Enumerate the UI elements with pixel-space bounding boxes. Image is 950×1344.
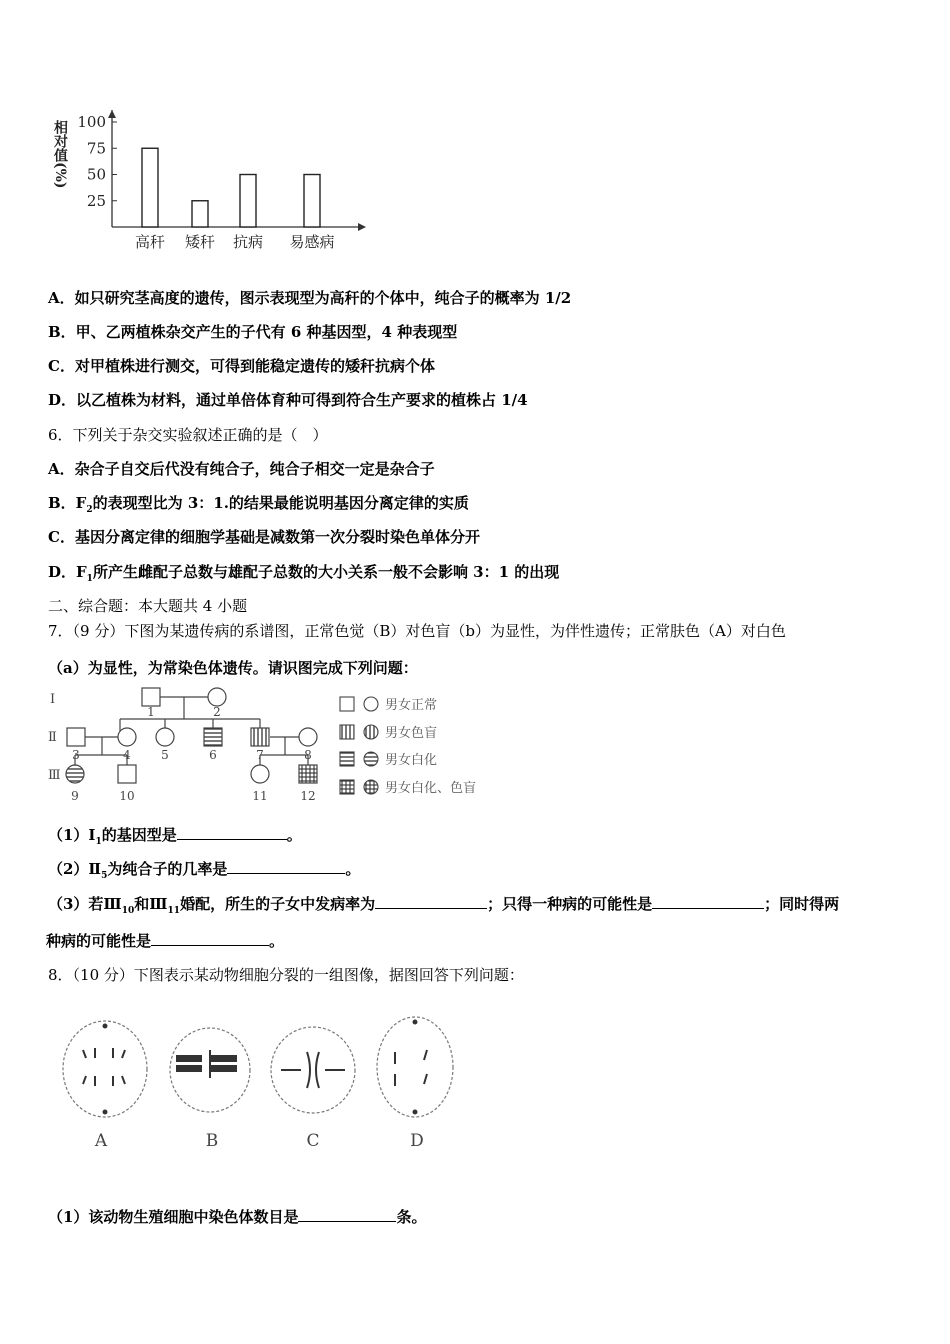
answer-blank[interactable]: [298, 1207, 396, 1222]
q7-sub3: （3）若$Ⅲ_{10}$和$Ⅲ_{11}$婚配，所生的子女中发病率为 ；只得一种病的可能性是 ；同时得两: [48, 895, 840, 916]
individual-8: 8: [304, 748, 312, 762]
individual-3: 3: [72, 748, 80, 762]
q6-stem: 6．下列关于杂交实验叙述正确的是（ ）: [48, 426, 328, 444]
q5-option-b: B．甲、乙两植株杂交产生的子代有 6 种基因型，4 种表现型: [48, 323, 458, 341]
gen-label-1: Ⅰ: [50, 692, 56, 707]
x-category-label: 抗病: [232, 233, 264, 251]
q7-sub1: $(1)Ⅰ_1$的基因型是 。: [48, 826, 302, 847]
individual-2: 2: [213, 705, 221, 719]
answer-blank[interactable]: [177, 825, 287, 840]
y-tick-label: 25: [86, 191, 106, 210]
y-axis-arrow: [108, 110, 116, 118]
q7-sub2: $(2)Ⅱ_5$为纯合子的几率是 。: [48, 860, 361, 881]
cell-label-a: A: [94, 1131, 108, 1151]
q7-stem-line1: 7．（9 分）下图为某遗传病的系谱图，正常色觉（B）对色盲（b）为显性，为伴性遗传；正常肤色（A）对白色: [48, 622, 786, 640]
x-category-label: 高秆: [134, 233, 166, 251]
q7-sub3-cont: 种病的可能性是 。: [46, 932, 285, 950]
x-category-label: 易感病: [289, 233, 335, 251]
individual-9: 9: [71, 789, 79, 803]
q6-option-a: A．杂合子自交后代没有纯合子，纯合子相交一定是杂合子: [48, 460, 435, 478]
y-tick-label: 50: [86, 165, 106, 184]
cell-label-c: C: [306, 1131, 320, 1151]
cell-label-d: D: [410, 1131, 424, 1151]
x-axis-arrow: [358, 223, 366, 231]
gen-label-3: Ⅲ: [48, 768, 61, 783]
bar-2: [192, 201, 208, 227]
legend-normal: 男女正常: [385, 698, 438, 713]
answer-blank[interactable]: [227, 859, 345, 874]
legend-colorblind: 男女色盲: [385, 726, 438, 741]
bar-1: [142, 148, 158, 227]
q5-option-d: D．以乙植株为材料，通过单倍体育种可得到符合生产要求的植株占 1/4: [48, 391, 528, 409]
q5-option-a: A．如只研究茎高度的遗传，图示表现型为高秆的个体中，纯合子的概率为 1/2: [48, 289, 572, 307]
answer-blank[interactable]: [652, 894, 764, 909]
bar-chart: [40, 100, 380, 260]
q6-option-d: D．$F_1$所产生雌配子总数与雄配子总数的大小关系一般不会影响 3：1 的出现: [48, 563, 560, 584]
cell-division-figure: [55, 1012, 455, 1152]
cell-label-b: B: [205, 1131, 219, 1151]
q7-stem-line2: （a）为显性，为常染色体遗传。请识图完成下列问题：: [48, 659, 418, 677]
bar-3: [240, 175, 256, 228]
individual-11: 11: [252, 789, 268, 803]
y-tick-label: 100: [77, 113, 106, 131]
x-category-label: 矮秆: [184, 233, 216, 251]
legend-albino-colorblind: 男女白化、色盲: [385, 781, 477, 796]
legend-albino: 男女白化: [385, 753, 438, 768]
individual-5: 5: [161, 748, 169, 762]
pedigree-chart: [40, 683, 510, 813]
q6-option-c: C．基因分离定律的细胞学基础是减数第一次分裂时染色单体分开: [48, 528, 480, 546]
section-heading: 二、综合题：本大题共 4 小题: [48, 597, 248, 615]
bar-4: [304, 175, 320, 228]
q5-option-c: C．对甲植株进行测交，可得到能稳定遗传的矮秆抗病个体: [48, 357, 435, 375]
q8-stem: 8．（10 分）下图表示某动物细胞分裂的一组图像，据图回答下列问题：: [48, 966, 524, 984]
gen-label-2: Ⅱ: [48, 730, 57, 745]
individual-10: 10: [119, 789, 135, 803]
y-axis-label: 相对值(%): [52, 120, 68, 189]
individual-6: 6: [209, 748, 217, 762]
individual-1: 1: [147, 705, 155, 719]
individual-7: 7: [256, 748, 264, 762]
individual-12: 12: [300, 789, 316, 803]
individual-4: 4: [123, 748, 131, 762]
answer-blank[interactable]: [375, 894, 487, 909]
answer-blank[interactable]: [151, 931, 269, 946]
y-tick-label: 75: [86, 139, 106, 158]
q8-sub1: （1）该动物生殖细胞中染色体数目是 条。: [48, 1208, 427, 1226]
q6-option-b: B．$F_2$的表现型比为 3：1.的结果最能说明基因分离定律的实质: [48, 494, 469, 515]
